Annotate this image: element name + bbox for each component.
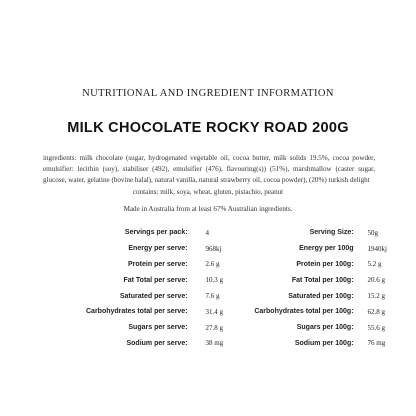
section-title: NUTRITIONAL AND INGREDIENT INFORMATION bbox=[82, 88, 334, 99]
nutrition-row bbox=[86, 320, 398, 336]
nutrition-value-per-100g: 62.8 g bbox=[367, 307, 386, 316]
nutrition-value-per-100g: 5.2 g bbox=[367, 260, 382, 269]
nutrition-value-per-100g: 1940kj bbox=[367, 244, 387, 253]
nutrition-label-per-100g: Sugars per 100g: bbox=[296, 324, 354, 332]
nutrition-value-per-100g: 55.6 g bbox=[367, 323, 386, 332]
nutrition-row bbox=[86, 288, 398, 304]
nutrition-row bbox=[86, 257, 398, 273]
nutrition-value-per-serve: 10.3 g bbox=[205, 276, 224, 285]
nutrition-value-per-100g: 20.6 g bbox=[367, 276, 386, 285]
nutrition-value-per-serve: 31.4 g bbox=[205, 307, 224, 316]
nutrition-row bbox=[86, 241, 398, 257]
nutrition-label-per-serve: Fat Total per serve: bbox=[123, 276, 188, 284]
nutrition-label-per-100g: Saturated per 100g: bbox=[288, 292, 354, 300]
nutrition-row bbox=[86, 272, 398, 288]
allergens-text: contains: milk, soya, wheat, gluten, pistachio, peanut bbox=[132, 188, 284, 196]
nutrition-value-per-serve: 7.6 g bbox=[205, 292, 220, 301]
nutrition-label-per-100g: Energy per 100g bbox=[299, 245, 354, 253]
nutrition-label-per-100g: Sodium per 100g: bbox=[294, 339, 354, 347]
nutrition-label-per-serve: Saturated per serve: bbox=[119, 292, 188, 300]
nutrition-value-per-100g: 50g bbox=[367, 228, 379, 237]
nutrition-value-per-serve: 38 mg bbox=[205, 339, 224, 348]
nutrition-label-per-serve: Sugars per serve: bbox=[128, 324, 188, 332]
nutrition-table bbox=[86, 225, 398, 351]
nutrition-label-per-serve: Protein per serve: bbox=[128, 260, 188, 268]
product-title: MILK CHOCOLATE ROCKY ROAD 200G bbox=[67, 120, 349, 136]
nutrition-label-per-100g: Carbohydrates total per 100g: bbox=[254, 308, 354, 316]
nutrition-value-per-serve: 4 bbox=[205, 228, 210, 237]
nutrition-value-per-serve: 27.8 g bbox=[205, 323, 224, 332]
ingredients-text: ingredients: milk chocolate (sugar, hydrogenated vegetable oil, cocoa butter, milk solids 19.5%, cocoa powder, emulsifier: lecithin (soy), stabiliser (492), emulsifier (476), flavouring(s)) (51%), marshmallow (caster sugar, glucose, water, gelatine (bovine halal), natural vanilla, natural strawberry oil, cocoa powder), (20%) turkish delight bbox=[43, 154, 375, 184]
nutrition-label-per-serve: Carbohydrates total per serve: bbox=[86, 308, 188, 316]
origin-text: Made in Australia from at least 67% Australian ingredients. bbox=[123, 205, 293, 213]
nutrition-label-per-serve: Energy per serve: bbox=[128, 245, 188, 253]
nutrition-value-per-serve: 968kj bbox=[205, 244, 222, 253]
nutrition-label-per-100g: Serving Size: bbox=[309, 229, 354, 237]
nutrition-table-body bbox=[86, 225, 398, 351]
nutrition-label-per-100g: Fat Total per 100g: bbox=[291, 276, 354, 284]
nutrition-value-per-100g: 15.2 g bbox=[367, 292, 386, 301]
nutrition-row bbox=[86, 225, 398, 241]
nutrition-label-per-serve: Sodium per serve: bbox=[126, 339, 188, 347]
nutrition-row bbox=[86, 336, 398, 352]
nutrition-value-per-serve: 2.6 g bbox=[205, 260, 220, 269]
nutrition-value-per-100g: 76 mg bbox=[367, 339, 386, 348]
nutrition-label-per-100g: Protein per 100g: bbox=[296, 260, 354, 268]
nutrition-row bbox=[86, 304, 398, 320]
nutrition-label-per-serve: Servings per pack: bbox=[124, 229, 188, 237]
